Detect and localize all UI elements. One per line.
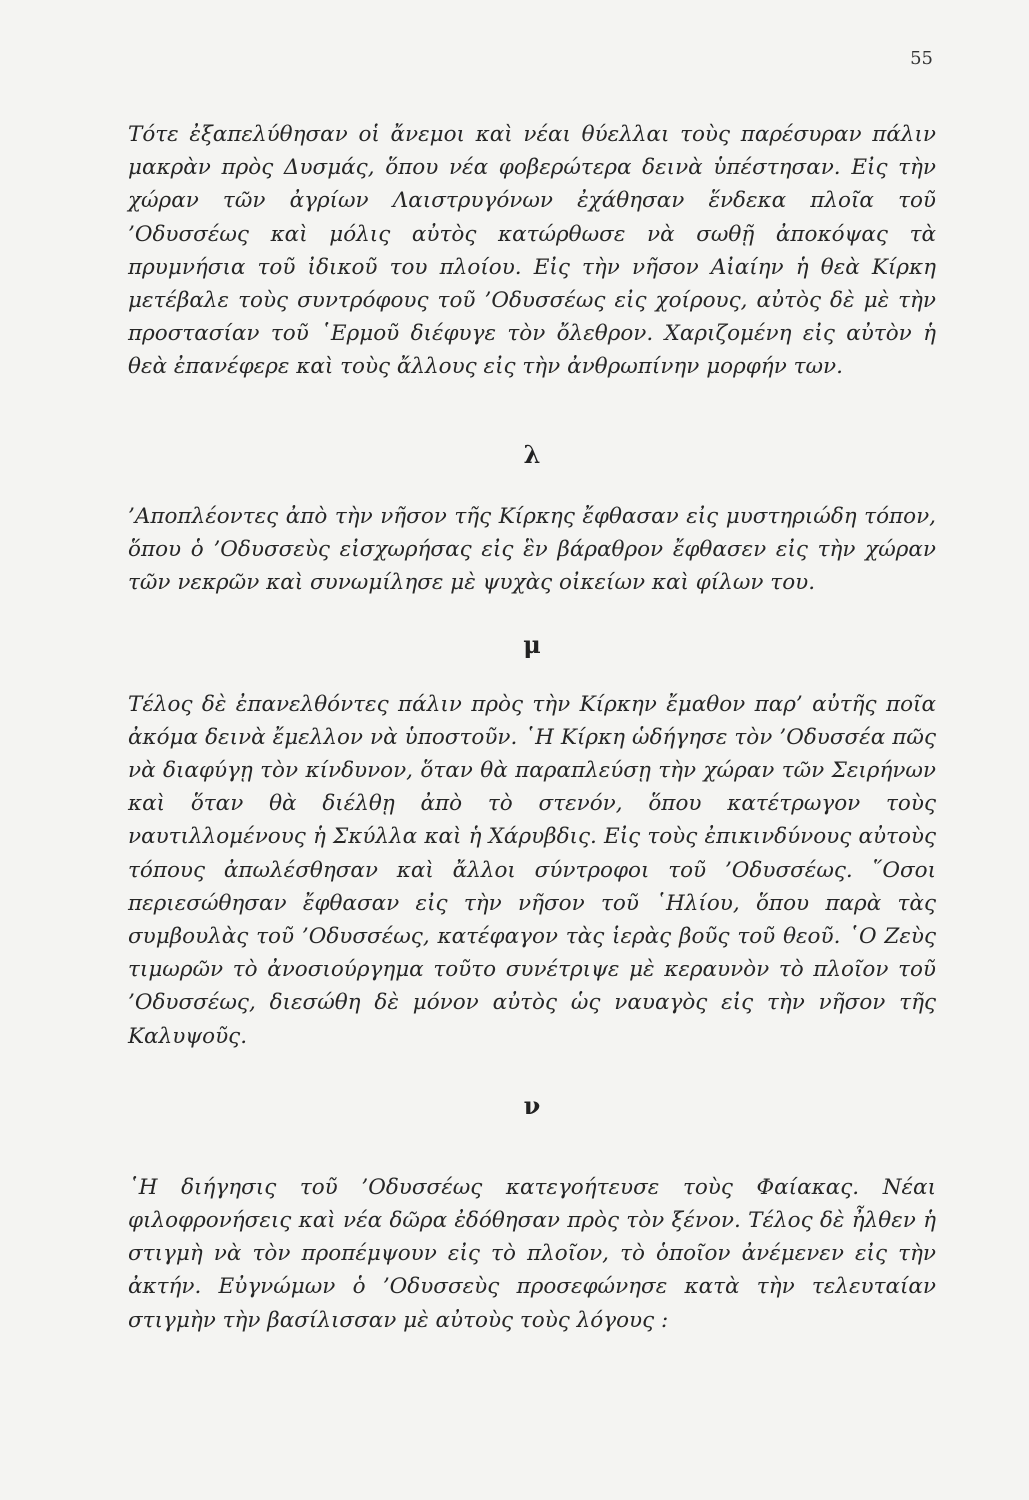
- paragraph-sirens-scylla-helios: Τέλος δὲ ἐπανελθόντες πάλιν πρὸς τὴν Κίρκην ἔμαθον παρ’ αὐτῆς ποῖα ἀκόμα δεινὰ ἔμελλον νὰ ὑποστοῦν. ῾Η Κίρκη ὡδήγησε τὸν ’Οδυσσέα πῶς νὰ διαφύγῃ τὸν κίνδυνον, ὅταν θὰ παραπλεύσῃ τὴν χώραν τῶν Σειρήνων καὶ ὅταν θὰ διέλθῃ ἀπὸ τὸ στενόν, ὅπου κατέτρωγον τοὺς ναυτιλλομένους ἡ Σκύλλα καὶ ἡ Χάρυβδις. Εἰς τοὺς ἐπικινδύνους αὐτοὺς τόπους ἀπωλέσθησαν καὶ ἄλλοι σύντροφοι τοῦ ’Οδυσσέως. ῞Οσοι περιεσώθησαν ἔφθασαν εἰς τὴν νῆσον τοῦ ῾Ηλίου, ὅπου παρὰ τὰς συμβουλὰς τοῦ ’Οδυσσέως, κατέφαγον τὰς ἱερὰς βοῦς τοῦ θεοῦ. ῾Ο Ζεὺς τιμωρῶν τὸ ἀνοσιούργημα τοῦτο συνέτριψε μὲ κεραυνὸν τὸ πλοῖον τοῦ ’Οδυσσέως, διεσώθη δὲ μόνον αὐτὸς ὡς ναυαγὸς εἰς τὴν νῆσον τῆς Καλυψοῦς.: [128, 691, 936, 1049]
- section-marker-lambda: λ: [523, 440, 541, 469]
- paragraph-underworld: ’Αποπλέοντες ἀπὸ τὴν νῆσον τῆς Κίρκης ἔφθασαν εἰς μυστηριώδη τόπον, ὅπου ὁ ’Οδυσσεὺς εἰσχωρήσας εἰς ἓν βάραθρον ἔφθασεν εἰς τὴν χώραν τῶν νεκρῶν καὶ συνωμίλησε μὲ ψυχὰς οἰκείων καὶ φίλων του.: [128, 504, 936, 596]
- paragraph-winds-laestrygonians-circe: Τότε ἐξαπελύθησαν οἱ ἄνεμοι καὶ νέαι θύελλαι τοὺς παρέσυραν πάλιν μακρὰν πρὸς Δυσμάς, ὅπου νέα φοβερώτερα δεινὰ ὑπέστησαν. Εἰς τὴν χώραν τῶν ἀγρίων Λαιστρυγόνων ἐχάθησαν ἕνδεκα πλοῖα τοῦ ’Οδυσσέως καὶ μόλις αὐτὸς κατώρθωσε νὰ σωθῇ ἀποκόψας τὰ πρυμνήσια τοῦ ἰδικοῦ του πλοίου. Εἰς τὴν νῆσον Αἰαίην ἡ θεὰ Κίρκη μετέβαλε τοὺς συντρόφους τοῦ ’Οδυσσέως εἰς χοίρους, αὐτὸς δὲ μὲ τὴν προστασίαν τοῦ ῾Ερμοῦ διέφυγε τὸν ὄλεθρον. Χαριζομένη εἰς αὐτὸν ἡ θεὰ ἐπανέφερε καὶ τοὺς ἄλλους εἰς τὴν ἀνθρωπίνην μορφήν των.: [128, 122, 936, 380]
- section-marker-nu: ν: [523, 1090, 541, 1120]
- section-marker-mu: μ: [523, 629, 541, 659]
- page-number: 55: [910, 48, 933, 69]
- page-body: [128, 118, 936, 1337]
- paragraph-phaeacians-farewell: ῾Η διήγησις τοῦ ’Οδυσσέως κατεγοήτευσε τοὺς Φαίακας. Νέαι φιλοφρονήσεις καὶ νέα δῶρα ἐδόθησαν πρὸς τὸν ξένον. Τέλος δὲ ἦλθεν ἡ στιγμὴ νὰ τὸν προπέμψουν εἰς τὸ πλοῖον, τὸ ὁποῖον ἀνέμενεν εἰς τὴν ἀκτήν. Εὐγνώμων ὁ ’Οδυσσεὺς προσεφώνησε κατὰ τὴν τελευταίαν στιγμὴν τὴν βασίλισσαν μὲ αὐτοὺς τοὺς λόγους :: [128, 1174, 936, 1333]
